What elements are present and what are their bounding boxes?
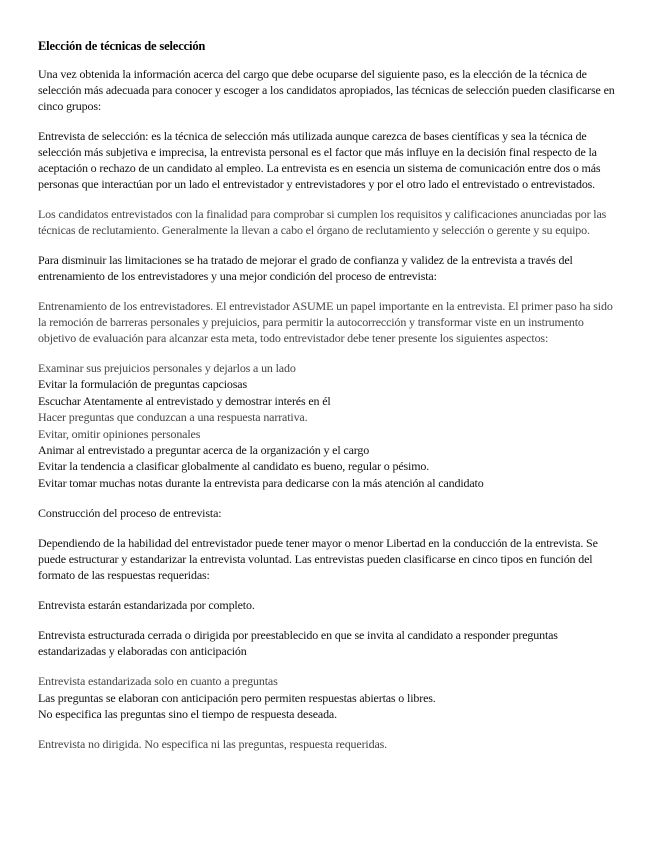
document-page	[38, 38, 618, 766]
list-item: Evitar tomar muchas notas durante la entrevista para dedicarse con la más atención al candidato	[38, 475, 484, 490]
list-item: Entrevista estandarizada solo en cuanto a preguntas	[38, 674, 278, 689]
paragraph-estandarizada: Entrevista estarán estandarizada por completo.	[38, 598, 255, 613]
list-item: Escuchar Atentamente al entrevistado y demostrar interés en él	[38, 393, 331, 408]
list-item: Evitar, omitir opiniones personales	[38, 426, 201, 441]
paragraph-entrenamiento: Entrenamiento de los entrevistadores. El entrevistador ASUME un papel importante en la entrevista. El primer paso ha sido la remoción de barreras personales y prejuicios, para permitir la autocorrección y transformar viste en un instrumento objetivo de evaluación para alcanzar esta meta, todo entrevistador debe tener presente los siguientes aspectos:	[38, 299, 613, 345]
document-title: Elección de técnicas de selección	[38, 39, 206, 53]
paragraph-candidatos: Los candidatos entrevistados con la finalidad para comprobar si cumplen los requisitos y calificaciones anunciadas por las técnicas de reclutamiento. Generalmente la llevan a cabo el órgano de reclutamiento y selección o gerente y su equipo.	[38, 207, 607, 237]
list-item: Evitar la tendencia a clasificar globalmente al candidato es bueno, regular o pésimo.	[38, 459, 430, 474]
paragraph-limitaciones: Para disminuir las limitaciones se ha tratado de mejorar el grado de confianza y validez de la entrevista a través del entrenamiento de los entrevistadores y una mejor condición del proceso de entrevista:	[38, 253, 573, 283]
paragraph-cerrada: Entrevista estructurada cerrada o dirigida por preestablecido en que se invita al candidato a responder preguntas estandarizadas y elaboradas con anticipación	[38, 628, 558, 659]
aspects-list	[38, 360, 618, 491]
paragraph-entrevista: Entrevista de selección: es la técnica de selección más utilizada aunque carezca de bases científicas y sea la técnica de selección más subjetiva e imprecisa, la entrevista personal es el factor que más influye en la decisión final respecto de la aceptación o rechazo de un candidato al empleo. La entrevista es en esencia un sistema de comunicación entre dos o más personas que interactúan por un lado el entrevistador y entrevistadores y por el otro lado el entrevistado o entrevistados.	[38, 129, 601, 191]
preguntas-list	[38, 673, 618, 722]
list-item: No especifica las preguntas sino el tiempo de respuesta deseada.	[38, 707, 337, 722]
list-item: Hacer preguntas que conduzcan a una respuesta narrativa.	[38, 410, 308, 425]
list-item: Evitar la formulación de preguntas capciosas	[38, 377, 247, 392]
paragraph-no-dirigida: Entrevista no dirigida. No especifica ni las preguntas, respuesta requeridas.	[38, 737, 387, 752]
paragraph-dependiendo: Dependiendo de la habilidad del entrevistador puede tener mayor o menor Libertad en la conducción de la entrevista. Se puede estructurar y estandarizar la entrevista voluntad. Las entrevistas pueden clasificarse en cinco tipos en función del formato de las respuestas requeridas:	[38, 536, 598, 583]
list-item: Animar al entrevistado a preguntar acerca de la organización y el cargo	[38, 443, 370, 458]
list-item: Las preguntas se elaboran con anticipación pero permiten respuestas abiertas o libres.	[38, 690, 436, 705]
paragraph-intro: Una vez obtenida la información acerca del cargo que debe ocuparse del siguiente paso, es la elección de la técnica de selección más adecuada para conocer y escoger a los candidatos apropiados, las técnicas de selección pueden clasificarse en cinco grupos:	[38, 67, 615, 113]
list-item: Examinar sus prejuicios personales y dejarlos a un lado	[38, 361, 296, 375]
paragraph-construccion: Construcción del proceso de entrevista:	[38, 506, 222, 521]
